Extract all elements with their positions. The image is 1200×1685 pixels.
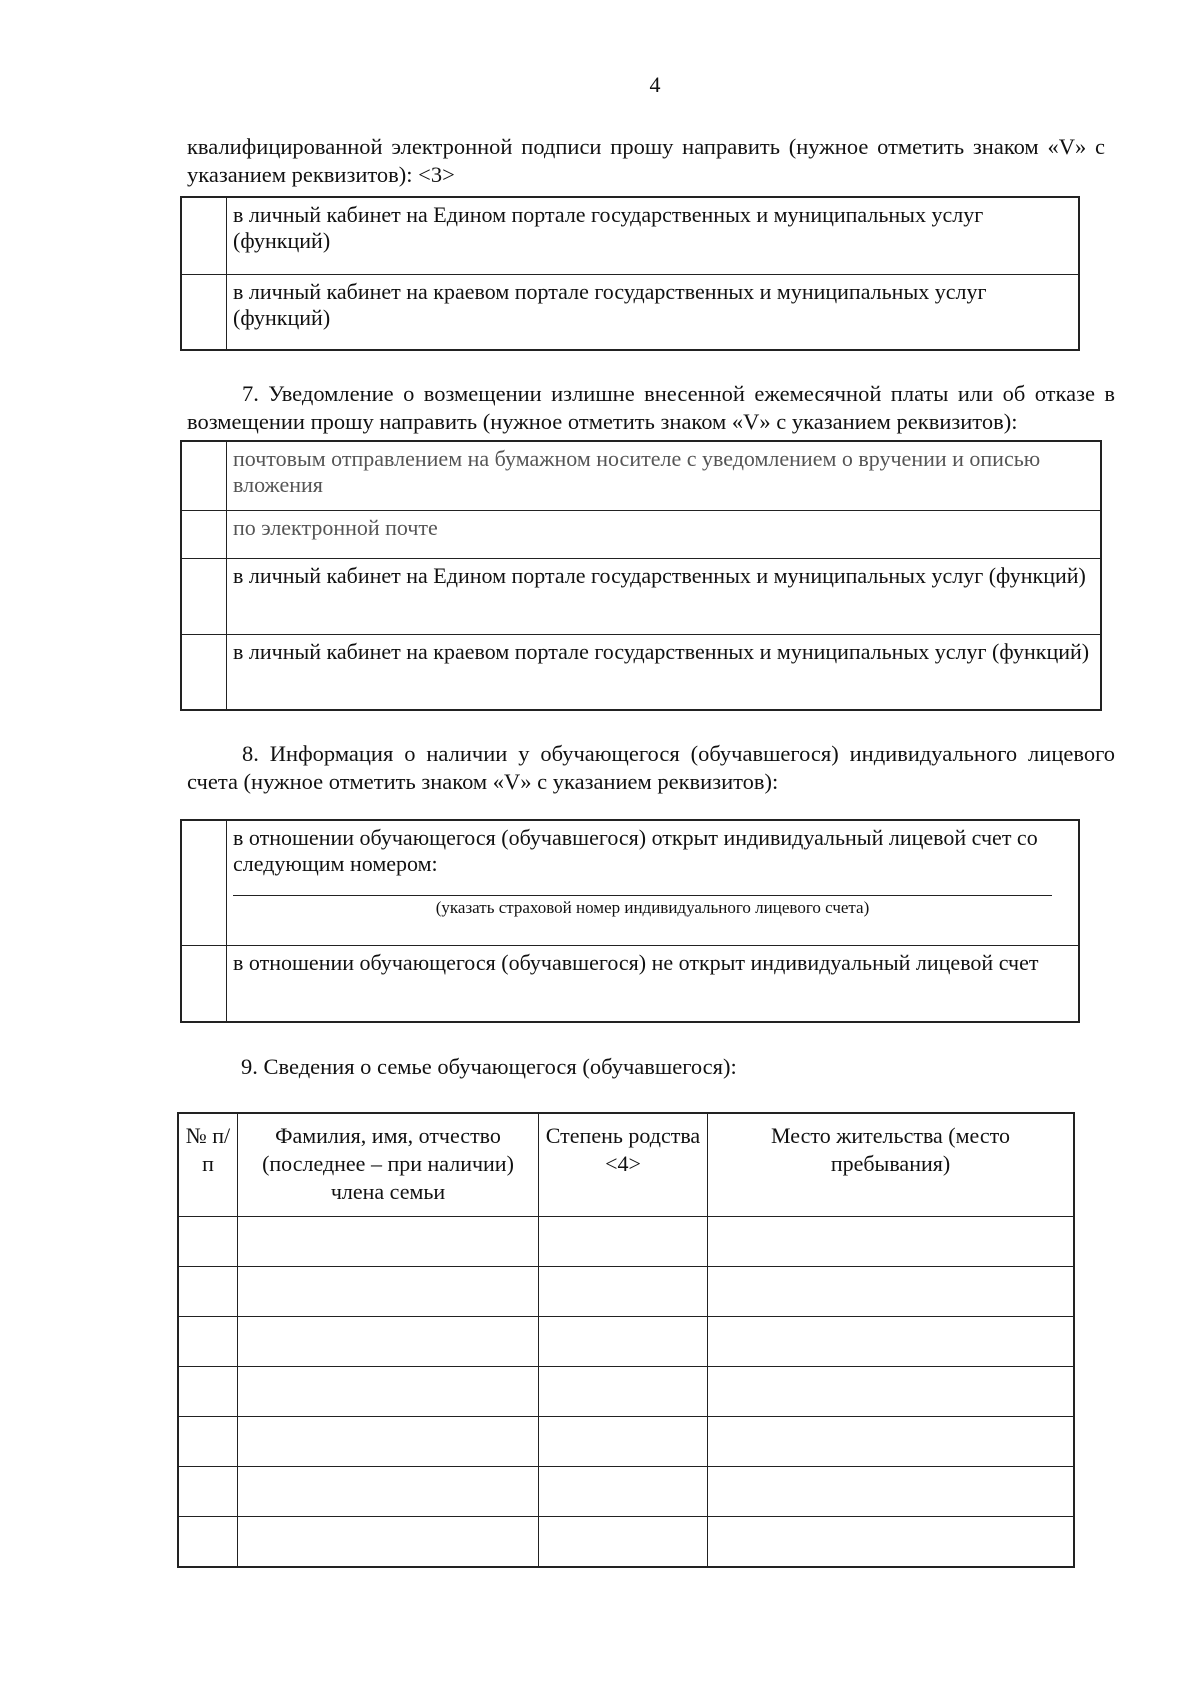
section8-options-table	[180, 819, 1080, 1023]
page-number: 4	[649, 72, 661, 97]
cell-residence[interactable]	[708, 1517, 1075, 1568]
cell-fullname[interactable]	[238, 1317, 539, 1367]
account-number-hint: (указать страховой номер индивидуального лицевого счета)	[435, 898, 870, 917]
checkbox-cell[interactable]	[181, 945, 227, 1022]
cell-fullname[interactable]	[238, 1217, 539, 1267]
cell-fullname[interactable]	[238, 1367, 539, 1417]
option-label: почтовым отправлением на бумажном носителе с уведомлением о вручении и описью вложения	[227, 441, 1102, 510]
cell-residence[interactable]	[708, 1367, 1075, 1417]
cell-number[interactable]	[178, 1317, 238, 1367]
column-header-fullname: Фамилия, имя, отчество (последнее – при наличии) члена семьи	[238, 1113, 539, 1217]
cell-relation[interactable]	[539, 1217, 708, 1267]
cell-relation[interactable]	[539, 1467, 708, 1517]
option-label: по электронной почте	[227, 510, 1102, 558]
section8-paragraph: 8. Информация о наличии у обучающегося (обучавшегося) индивидуального лицевого счета (нужное отметить знаком «V» с указанием реквизитов):	[187, 741, 1115, 794]
checkbox-cell[interactable]	[181, 558, 227, 634]
cell-number[interactable]	[178, 1417, 238, 1467]
cell-fullname[interactable]	[238, 1517, 539, 1568]
checkbox-cell[interactable]	[181, 274, 227, 350]
cell-relation[interactable]	[539, 1317, 708, 1367]
cell-fullname[interactable]	[238, 1467, 539, 1517]
cell-fullname[interactable]	[238, 1417, 539, 1467]
table-row	[178, 1417, 1074, 1467]
cell-relation[interactable]	[539, 1417, 708, 1467]
table-row	[178, 1367, 1074, 1417]
section7-paragraph: 7. Уведомление о возмещении излишне внесенной ежемесячной платы или об отказе в возмещении прошу направить (нужное отметить знаком «V» с указанием реквизитов):	[187, 381, 1115, 434]
cell-residence[interactable]	[708, 1217, 1075, 1267]
option-label: в личный кабинет на Едином портале государственных и муниципальных услуг (функций)	[227, 197, 1080, 274]
cell-relation[interactable]	[539, 1367, 708, 1417]
column-header-relation: Степень родства <4>	[539, 1113, 708, 1217]
cell-number[interactable]	[178, 1517, 238, 1568]
family-table	[177, 1112, 1075, 1568]
cell-residence[interactable]	[708, 1317, 1075, 1367]
cell-number[interactable]	[178, 1467, 238, 1517]
checkbox-cell[interactable]	[181, 197, 227, 274]
table-row	[178, 1267, 1074, 1317]
cell-residence[interactable]	[708, 1267, 1075, 1317]
section9-paragraph: 9. Сведения о семье обучающегося (обучавшегося):	[241, 1054, 737, 1079]
checkbox-cell[interactable]	[181, 510, 227, 558]
cell-residence[interactable]	[708, 1467, 1075, 1517]
table-row	[178, 1217, 1074, 1267]
cell-number[interactable]	[178, 1217, 238, 1267]
table-row	[178, 1467, 1074, 1517]
column-header-residence: Место жительства (место пребывания)	[708, 1113, 1075, 1217]
section7-options-table	[180, 440, 1102, 711]
cell-residence[interactable]	[708, 1417, 1075, 1467]
family-table-body	[178, 1217, 1074, 1568]
cell-number[interactable]	[178, 1267, 238, 1317]
section6-options-table	[180, 196, 1080, 351]
cell-number[interactable]	[178, 1367, 238, 1417]
cell-relation[interactable]	[539, 1267, 708, 1317]
account-open-cell	[227, 820, 1080, 945]
option-label: в личный кабинет на краевом портале государственных и муниципальных услуг (функций)	[227, 274, 1080, 350]
table-row	[178, 1317, 1074, 1367]
checkbox-cell[interactable]	[181, 441, 227, 510]
intro-paragraph: квалифицированной электронной подписи прошу направить (нужное отметить знаком «V» с указанием реквизитов): <3>	[187, 134, 1105, 187]
option-label: в отношении обучающегося (обучавшегося) открыт индивидуальный лицевой счет со следующим номером:	[233, 825, 1038, 876]
option-label: в отношении обучающегося (обучавшегося) не открыт индивидуальный лицевой счет	[227, 945, 1080, 1022]
table-row	[178, 1517, 1074, 1568]
column-header-number: № п/п	[178, 1113, 238, 1217]
cell-relation[interactable]	[539, 1517, 708, 1568]
option-label: в личный кабинет на Едином портале государственных и муниципальных услуг (функций)	[227, 558, 1102, 634]
cell-fullname[interactable]	[238, 1267, 539, 1317]
checkbox-cell[interactable]	[181, 634, 227, 710]
option-label: в личный кабинет на краевом портале государственных и муниципальных услуг (функций)	[227, 634, 1102, 710]
checkbox-cell[interactable]	[181, 820, 227, 945]
